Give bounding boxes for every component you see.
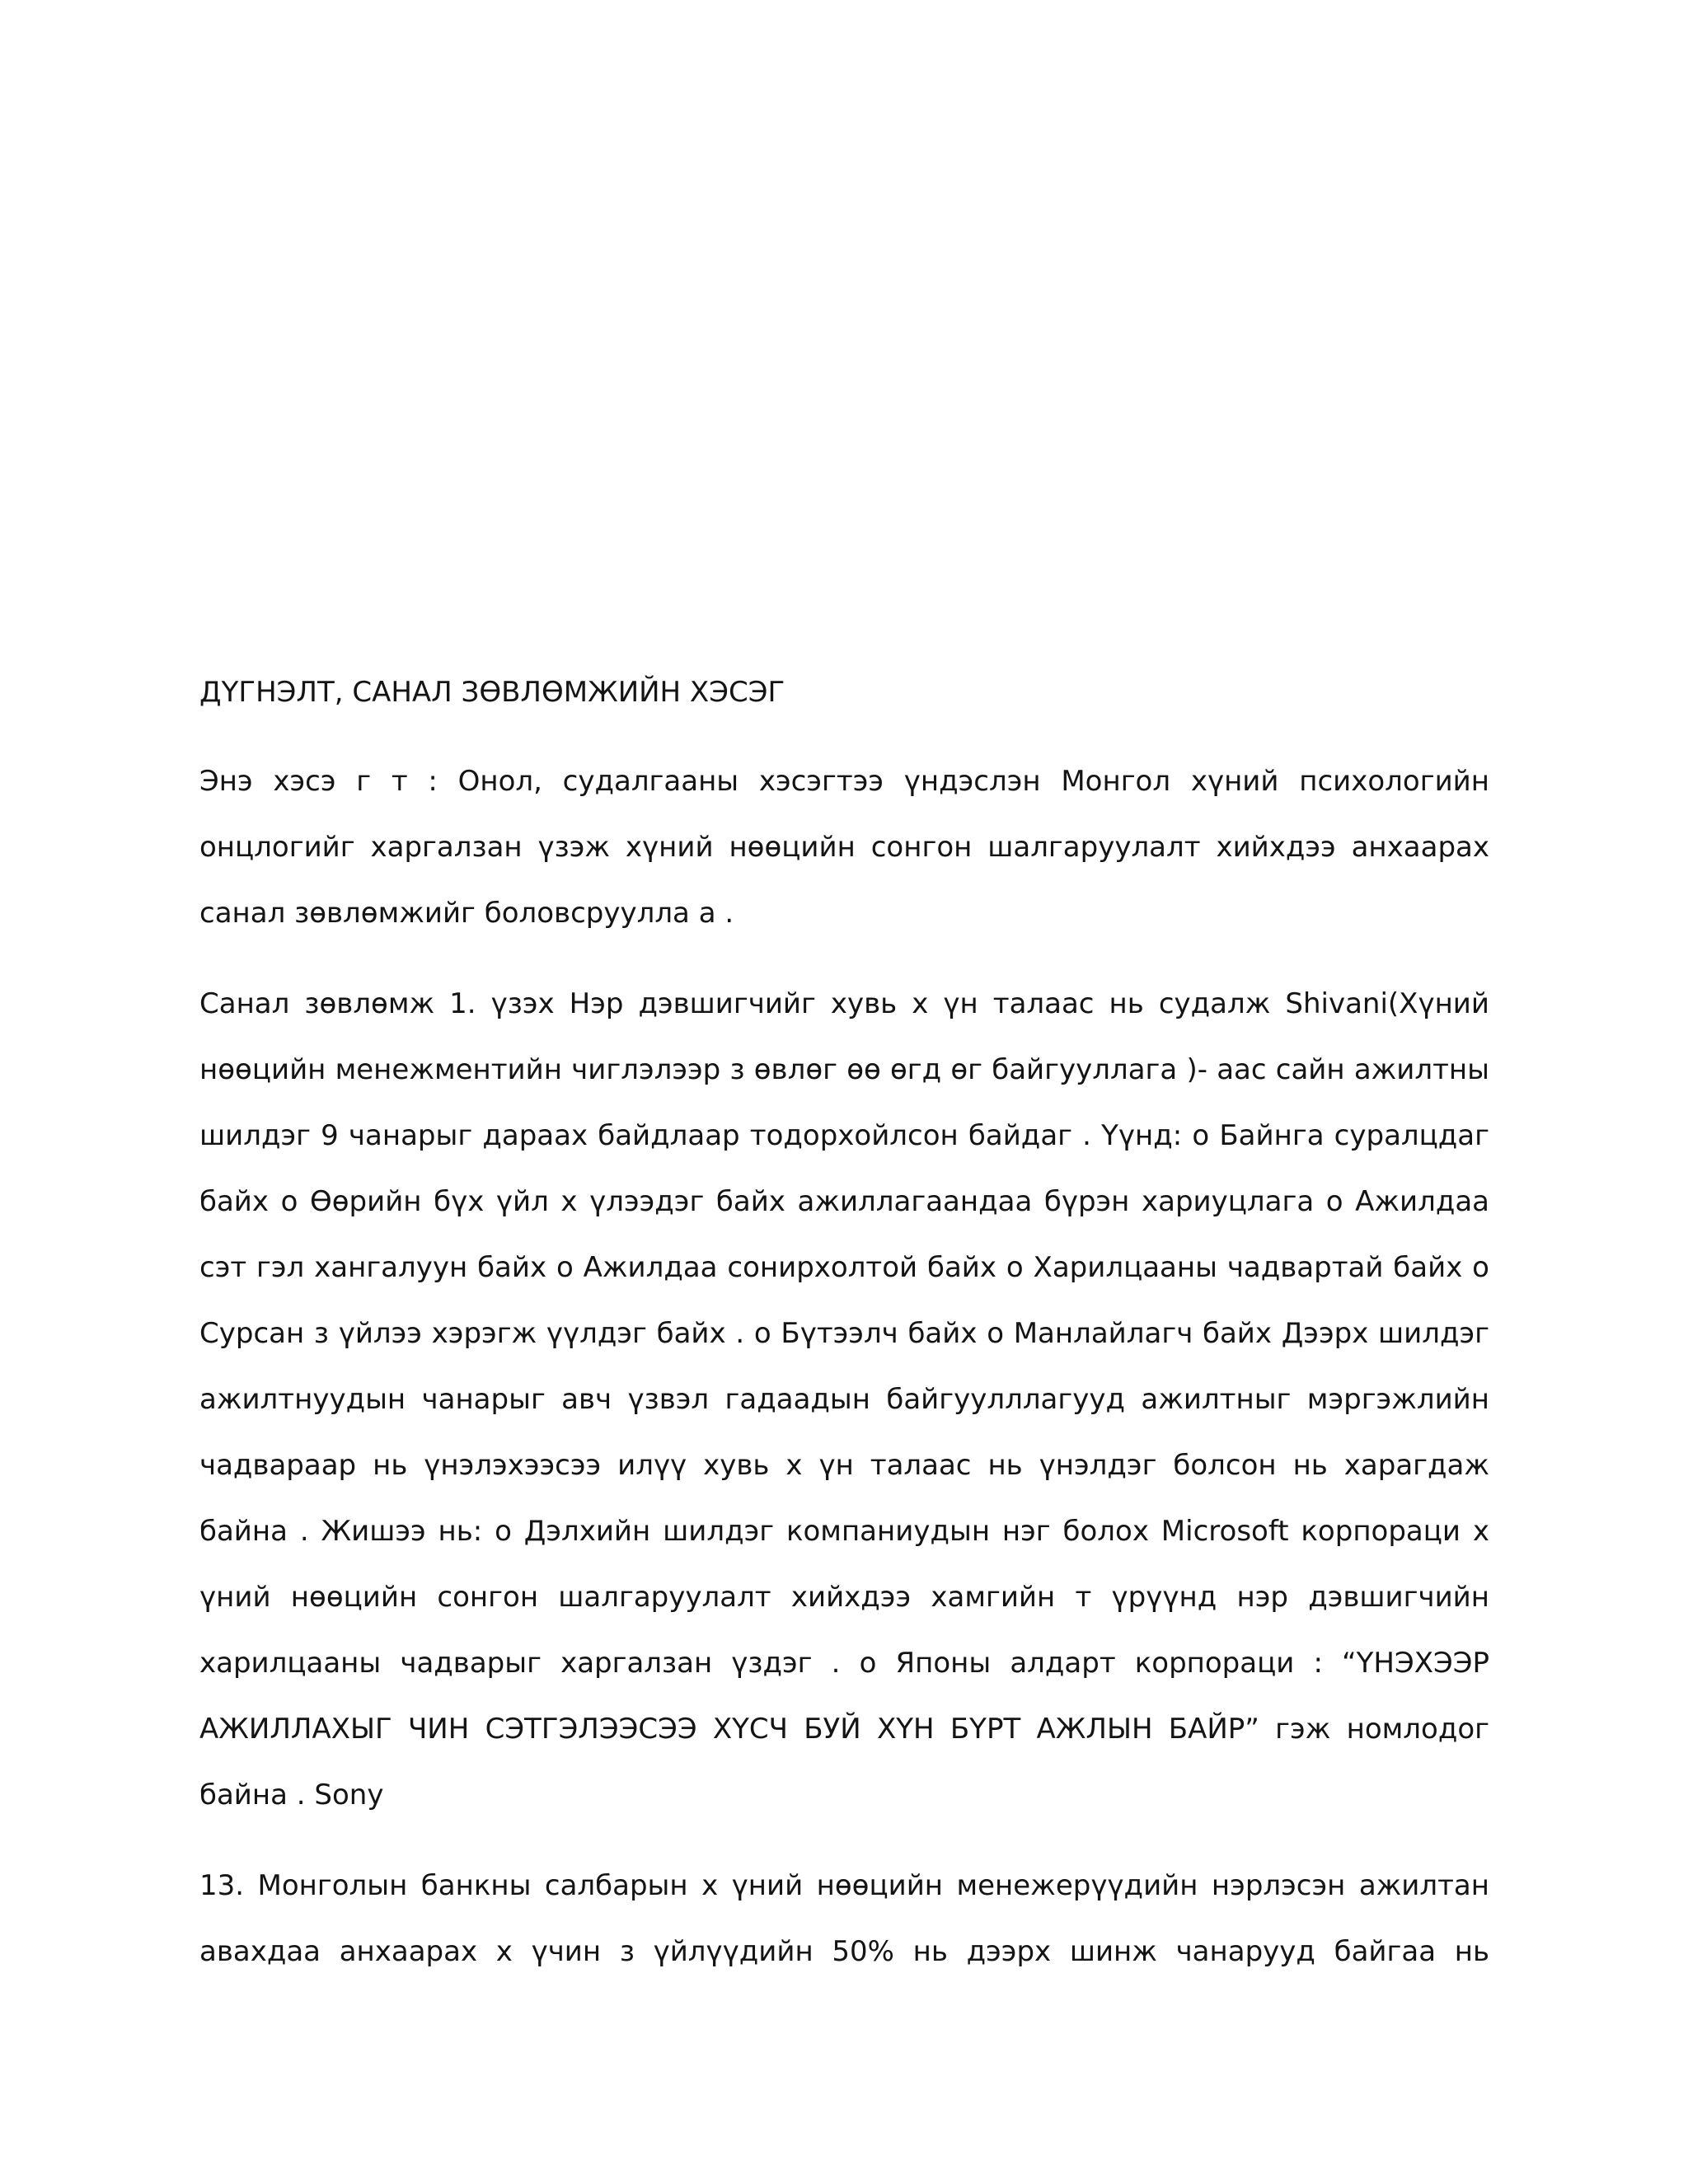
document-body — [199, 659, 1489, 2009]
paragraph-recommendation-1: Санал зөвлөмж 1. үзэх Нэр дэвшигчийг хувь х үн талаас нь судалж Shivani(Хүний нөөцийн менежментийн чиглэлээр з өвлөг өө өгд өг байгууллага )- аас сайн ажилтны шилдэг 9 чанарыг дараах байдлаар тодорхойлсон байдаг . Үүнд: о Байнга суралцдаг байх о Өөрийн бүх үйл х үлээдэг байх ажиллагаандаа бүрэн хариуцлага о Ажилдаа сэт гэл хангалуун байх о Ажилдаа сонирхолтой байх о Харилцааны чадвартай байх о Сурсан з үйлээ хэрэгж үүлдэг байх . о Бүтээлч байх о Манлайлагч байх Дээрх шилдэг ажилтнуудын чанарыг авч үзвэл гадаадын байгуулллагууд ажилтныг мэргэжлийн чадвараар нь үнэлэхээсээ илүү хувь х үн талаас нь үнэлдэг болсон нь харагдаж байна . Жишээ нь: о Дэлхийн шилдэг компаниудын нэг болох Microsoft корпораци х үний нөөцийн сонгон шалгаруулалт хийхдээ хамгийн т үрүүнд нэр дэвшигчийн харилцааны чадварыг харгалзан үздэг . о Японы алдарт корпораци : “ҮНЭХЭЭР АЖИЛЛАХЫГ ЧИН СЭТГЭЛЭЭСЭЭ ХҮСЧ БУЙ ХҮН БҮРТ АЖЛЫН БАЙР” гэж номлодог байна . Sony — [199, 987, 1489, 1811]
section-heading: ДҮГНЭЛТ, САНАЛ ЗӨВЛӨМЖИЙН ХЭСЭГ — [199, 676, 785, 709]
paragraph-banking-sector: 13. Монголын банкны салбарын х үний нөөцийн менежерүүдийн нэрлэсэн ажилтан авахдаа анхаарах х үчин з үйлүүдийн 50% нь дээрх шинж чанарууд байгаа нь — [199, 1869, 1489, 1968]
paragraph-intro: Энэ хэсэ г т : Онол, судалгааны хэсэгтээ үндэслэн Монгол хүний психологийн онцлогийг харгалзан үзэж хүний нөөцийн сонгон шалгаруулалт хийхдээ анхаарах санал зөвлөмжийг боловсруулла а . — [199, 765, 1489, 930]
